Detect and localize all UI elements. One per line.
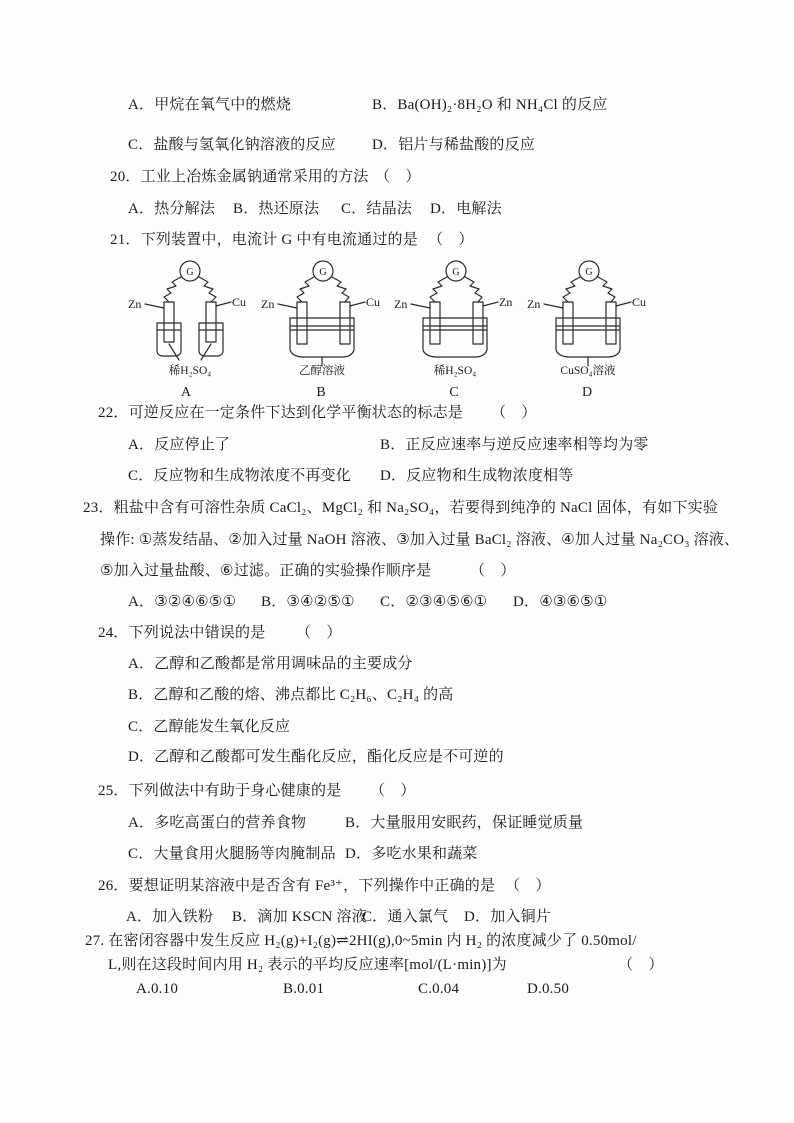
electrode-label-left: Zn <box>394 297 408 311</box>
q26-stem: 26．要想证明某溶液中是否含有 Fe³⁺，下列操作中正确的是 <box>98 878 496 894</box>
solution-pointer-left <box>169 344 179 360</box>
solution-label: 乙醇溶液 <box>299 365 345 377</box>
q22-stem: 22．可逆反应在一定条件下达到化学平衡状态的标志是 <box>98 405 464 421</box>
wire-left <box>297 277 314 302</box>
electrode-right <box>473 302 483 344</box>
q24-option-b: B．乙醇和乙酸的熔、沸点都比 C₂H₆、C₂H₄ 的高 <box>128 687 454 703</box>
electrode-left <box>297 302 307 344</box>
q24-option-c: C．乙醇能发生氧化反应 <box>128 719 291 735</box>
q19-option-a: A．甲烷在氧气中的燃烧 <box>128 97 292 113</box>
q19-option-b: B．Ba(OH)₂·8H₂O 和 NH₄Cl 的反应 <box>372 97 608 113</box>
q19-option-d: D．铝片与稀盐酸的反应 <box>372 137 536 153</box>
q24-stem: 24．下列说法中错误的是 <box>98 625 266 641</box>
cell-a-diagram <box>124 256 257 398</box>
q23-option-d: D．④③⑥⑤① <box>513 594 608 610</box>
solution-label: 稀H₂SO₄ <box>433 365 477 377</box>
q27-option-d: D.0.50 <box>527 981 570 997</box>
q21-stem: 21．下列装置中，电流计 G 中有电流通过的是 <box>110 232 418 248</box>
wire-right <box>199 277 216 302</box>
electrode-label-right: Cu <box>366 295 381 309</box>
q24-bracket: （ ） <box>296 625 342 641</box>
q23-bracket: （ ） <box>470 563 516 579</box>
q22-option-c: C．反应物和生成物浓度不再变化 <box>128 468 352 484</box>
q24-option-a: A．乙醇和乙酸都是常用调味品的主要成分 <box>128 656 413 672</box>
q25-option-c: C．大量食用火腿肠等肉腌制品 <box>128 846 336 862</box>
galvanometer-label: G <box>319 267 327 278</box>
electrode-right <box>340 302 350 344</box>
q20-option-b: B．热还原法 <box>233 201 320 217</box>
q20-option-c: C．结晶法 <box>341 201 413 217</box>
q26-option-c: C．通入氯气 <box>362 909 449 925</box>
q20-option-a: A．热分解法 <box>128 201 216 217</box>
q20-option-d: D．电解法 <box>430 201 502 217</box>
electrode-right <box>206 302 216 342</box>
q23-option-a: A．③②④⑥⑤① <box>128 594 237 610</box>
beaker <box>423 318 487 357</box>
electrode-label-right: Zn <box>499 295 513 309</box>
electrode-right <box>606 302 616 344</box>
beaker-right <box>199 323 223 356</box>
beaker <box>290 318 354 357</box>
solution-label: 稀H₂SO₄ <box>168 365 212 377</box>
q23-option-b: B．③④②⑤① <box>261 594 355 610</box>
q27-bracket: （ ） <box>618 957 664 973</box>
q25-bracket: （ ） <box>370 783 416 799</box>
q25-option-b: B．大量服用安眠药，保证睡觉质量 <box>345 815 584 831</box>
q27-stem-line2: L,则在这段时间内用 H₂ 表示的平均反应速率[mol/(L·min)]为 <box>108 957 507 973</box>
cell-d-diagram <box>523 256 656 398</box>
q22-option-b: B．正反应速率与逆反应速率相等均为零 <box>380 437 649 453</box>
q20-stem: 20．工业上冶炼金属钠通常采用的方法 <box>110 169 369 185</box>
q23-option-c: C．②③④⑤⑥① <box>380 594 488 610</box>
wire-right <box>465 277 482 302</box>
q23-stem-line3: ⑤加入过量盐酸、⑥过滤。正确的实验操作顺序是 <box>100 563 432 579</box>
q24-option-d: D．乙醇和乙酸都可发生酯化反应，酯化反应是不可逆的 <box>128 749 504 765</box>
q25-stem: 25．下列做法中有助于身心健康的是 <box>98 783 342 799</box>
cell-letter: C <box>449 385 459 398</box>
wire-right <box>332 277 349 302</box>
cell-b-diagram <box>257 256 390 398</box>
q25-option-a: A．多吃高蛋白的营养食物 <box>128 815 307 831</box>
electrode-left <box>563 302 573 344</box>
electrode-label-left: Zn <box>527 297 541 311</box>
q22-option-d: D．反应物和生成物浓度相等 <box>380 468 574 484</box>
cell-letter: A <box>180 385 192 398</box>
q23-stem-line1: 23．粗盐中含有可溶性杂质 CaCl₂、MgCl₂ 和 Na₂SO₄，若要得到纯净的 NaCl 固体，有如下实验 <box>83 500 719 516</box>
cell-c-diagram <box>390 256 523 398</box>
electrode-left <box>430 302 440 344</box>
wire-left <box>563 277 580 302</box>
electrode-label-left: Zn <box>261 297 275 311</box>
wire-left <box>164 277 181 302</box>
q25-option-d: D．多吃水果和蔬菜 <box>345 846 478 862</box>
q21-bracket: （ ） <box>428 232 474 248</box>
q26-bracket: （ ） <box>505 878 551 894</box>
beaker-left <box>157 323 181 356</box>
q27-option-c: C.0.04 <box>418 981 460 997</box>
q27-option-b: B.0.01 <box>283 981 325 997</box>
wire-left <box>430 277 447 302</box>
q22-option-a: A．反应停止了 <box>128 437 231 453</box>
q22-bracket: （ ） <box>491 405 537 421</box>
galvanometer-label: G <box>585 267 593 278</box>
q19-option-c: C．盐酸与氢氧化钠溶液的反应 <box>128 137 336 153</box>
q26-option-d: D．加入铜片 <box>464 909 552 925</box>
cell-letter: D <box>581 385 593 398</box>
electrode-left <box>164 302 174 342</box>
q26-option-a: A．加入铁粉 <box>126 909 214 925</box>
q23-stem-line2: 操作: ①蒸发结晶、②加入过量 NaOH 溶液、③加入过量 BaCl₂ 溶液、④加人过量 Na₂CO₃ 溶液、 <box>100 532 740 548</box>
solution-label: CuSO₄溶液 <box>560 365 616 377</box>
wire-right <box>598 277 615 302</box>
q26-option-b: B．滴加 KSCN 溶液 <box>232 909 367 925</box>
q20-bracket: （ ） <box>375 169 421 185</box>
q27-option-a: A.0.10 <box>136 981 179 997</box>
electrode-label-right: Cu <box>232 295 247 309</box>
solution-pointer-right <box>201 344 211 360</box>
galvanometer-label: G <box>186 267 194 278</box>
galvanometer-label: G <box>452 267 460 278</box>
beaker <box>556 318 620 357</box>
cell-letter: B <box>316 385 326 398</box>
electrode-label-right: Cu <box>632 295 647 309</box>
q27-stem-line1: 27. 在密闭容器中发生反应 H₂(g)+I₂(g)⇌2HI(g),0~5min 内 H₂ 的浓度减少了 0.50mol/ <box>85 933 637 949</box>
electrode-label-left: Zn <box>128 297 142 311</box>
